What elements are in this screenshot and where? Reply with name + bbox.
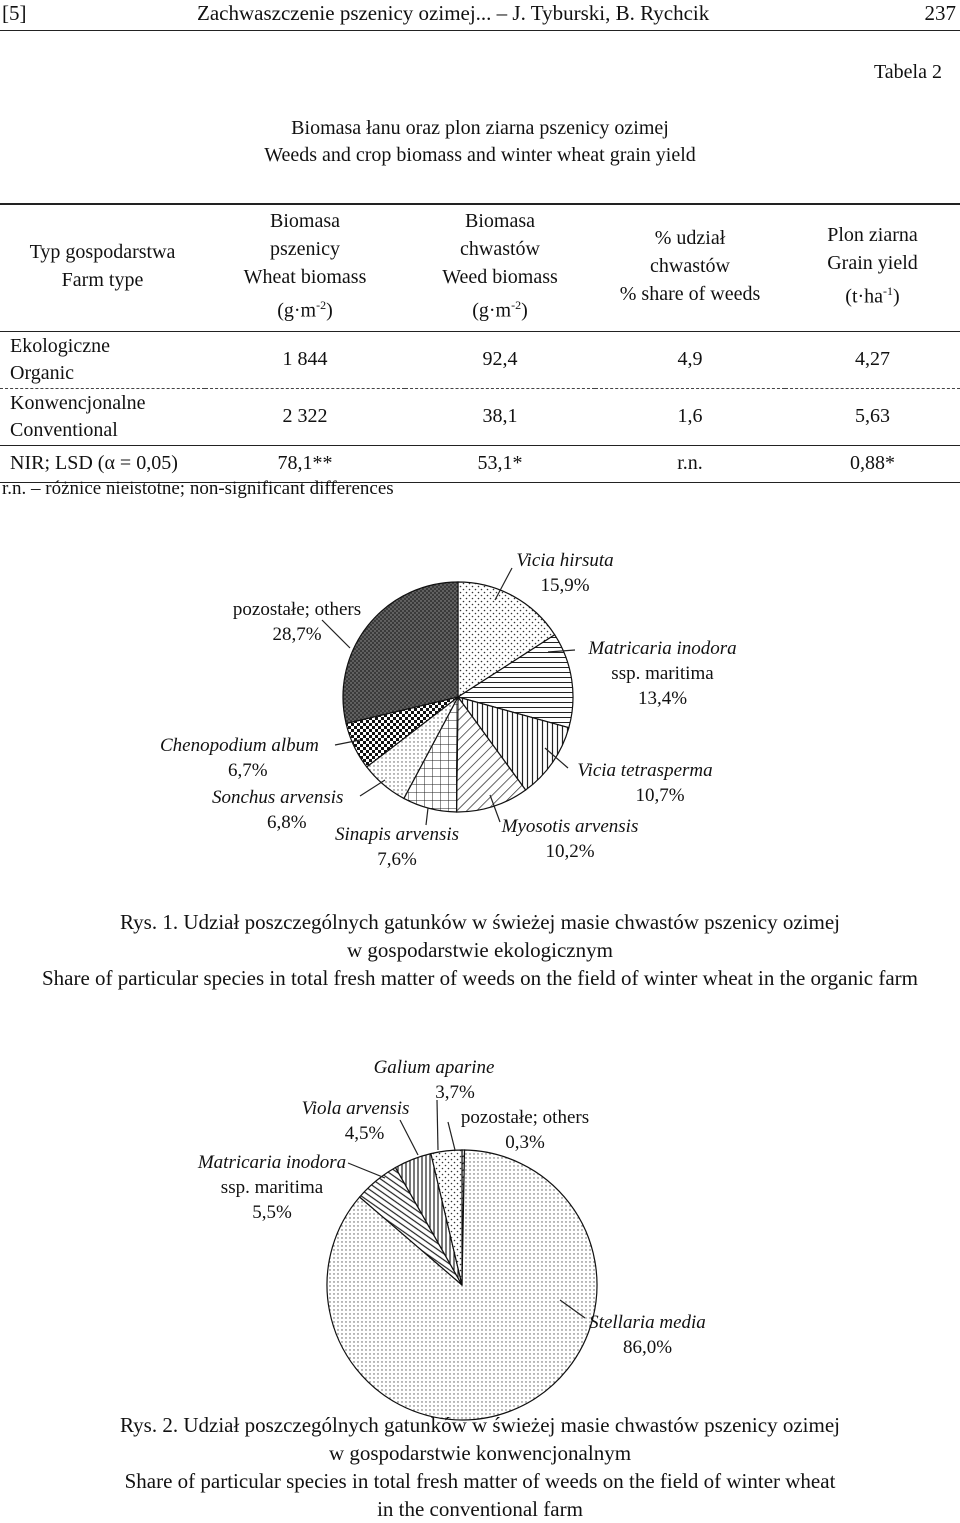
- weed-share-conventional-pie: [327, 1150, 597, 1420]
- col-header-weed-share: % udział chwastów % share of weeds: [595, 204, 785, 331]
- lsd-label-cell: NIR; LSD (α = 0,05): [0, 445, 205, 482]
- wheat-biomass-cell: 2 322: [282, 405, 328, 428]
- lsd-weed-biomass-cell: 53,1*: [405, 445, 595, 482]
- weed-share-cell: 1,6: [677, 405, 703, 428]
- wheat-biomass-cell: 1 844: [205, 331, 405, 388]
- table-title-en: Weeds and crop biomass and winter wheat grain yield: [264, 144, 696, 166]
- farm-type-cell: Konwencjonalne Conventional: [10, 391, 146, 441]
- col-header-wheat-biomass: Biomasa pszenicy Wheat biomass $(g\cdot m^{-2})$: [205, 204, 405, 331]
- label-myosotis: Myosotis arvensis 10,2%: [501, 816, 639, 862]
- weed-share-organic-pie: [343, 582, 573, 812]
- grain-yield-cell: 4,27: [785, 331, 960, 388]
- lsd-weed-share-cell: r.n.: [595, 445, 785, 482]
- label-others-fig2: pozostałe; others 0,3%: [460, 1107, 590, 1153]
- col-header-weed-biomass: Biomasa chwastów Weed biomass $(g\cdot m^{-2})$: [405, 204, 595, 331]
- col-header-farm-type: Typ gospodarstwa Farm type: [0, 204, 205, 331]
- label-stellaria: Stellaria media 86,0%: [589, 1312, 706, 1358]
- page-number: 237: [924, 1, 956, 25]
- label-viola: Viola arvensis 4,5%: [301, 1098, 410, 1144]
- weed-biomass-cell: 92,4: [405, 331, 595, 388]
- weed-share-cell: 4,9: [595, 331, 785, 388]
- weed-biomass-cell: 38,1: [482, 405, 518, 428]
- leader-line: [437, 1100, 438, 1150]
- lsd-wheat-biomass-cell: 78,1**: [205, 445, 405, 482]
- table-title-pl: Biomasa łanu oraz plon ziarna pszenicy ozimej: [291, 117, 669, 139]
- figure-1-caption: Rys. 1. Udział poszczególnych gatunków w świeżej masie chwastów pszenicy ozimej w gospodarstwie ekologicznym Share of particular species in total fresh matter of weeds on the field of winter wheat in the organic farm: [41, 910, 919, 990]
- reference-number: [5]: [2, 1, 27, 25]
- label-others-fig1: pozostałe; others 28,7%: [232, 599, 362, 645]
- label-sonchus: Sonchus arvensis 6,8%: [212, 787, 344, 833]
- grain-yield-cell: 5,63: [855, 405, 890, 428]
- label-vicia-hirsuta: Vicia hirsuta 15,9%: [516, 550, 614, 596]
- table-label: Tabela 2: [873, 61, 942, 83]
- unit-t-ha: $(t\cdot ha^{-1})$: [845, 284, 900, 308]
- label-matricaria: Matricaria inodora ssp. maritima 13,4%: [588, 638, 737, 709]
- unit-g-m2: $(g\cdot m^{-2})$: [472, 298, 528, 322]
- label-vicia-tetrasperma: Vicia tetrasperma 10,7%: [577, 760, 713, 806]
- col-header-grain-yield: Plon ziarna Grain yield $(t\cdot ha^{-1})$: [785, 204, 960, 331]
- unit-g-m2: $(g\cdot m^{-2})$: [277, 298, 333, 322]
- running-title: Zachwaszczenie pszenicy ozimej... – J. Tyburski, B. Rychcik: [197, 1, 710, 25]
- label-galium: Galium aparine 3,7%: [373, 1057, 495, 1103]
- lsd-grain-yield-cell: 0,88*: [785, 445, 960, 482]
- table-footnote: r.n. – różnice nieistotne; non-significant differences: [2, 478, 394, 499]
- figure-2-caption: Rys. 2. Udział poszczególnych gatunków w świeżej masie chwastów pszenicy ozimej w gospodarstwie konwencjonalnym Share of particular species in total fresh matter of weeds on the field of winter wheat in the conventional farm: [120, 1413, 840, 1521]
- label-matricaria-fig2: Matricaria inodora ssp. maritima 5,5%: [197, 1152, 347, 1223]
- farm-type-cell: Ekologiczne Organic: [0, 331, 205, 388]
- label-sinapis: Sinapis arvensis 7,6%: [334, 824, 460, 870]
- label-chenopodium: Chenopodium album 6,7%: [160, 735, 319, 781]
